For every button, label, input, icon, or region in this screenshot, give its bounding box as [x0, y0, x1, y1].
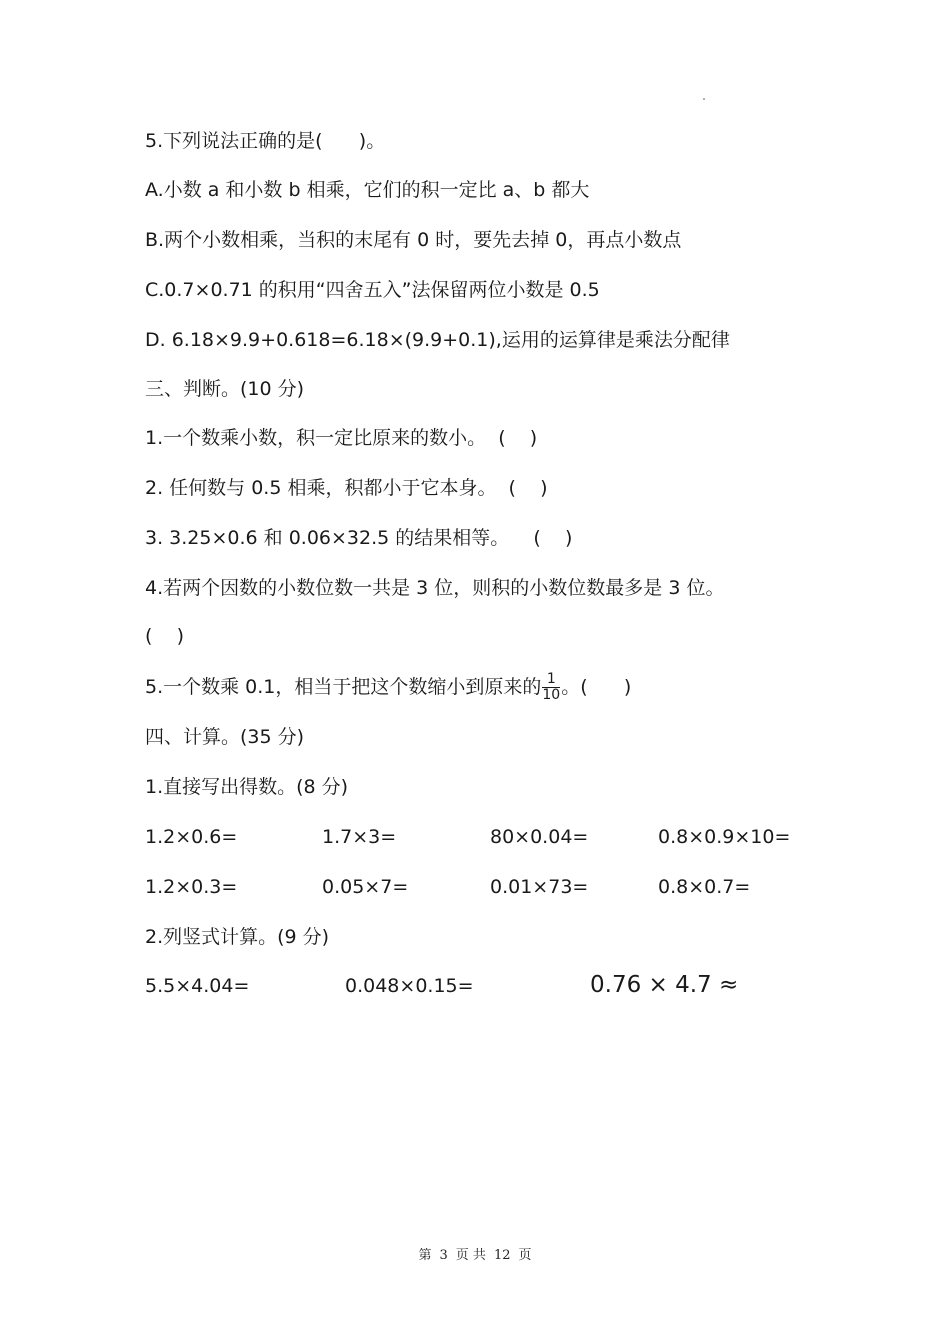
speck-dot [703, 98, 705, 100]
judge-item-5 [145, 672, 631, 703]
vertical-calc-3: 0.76 × 4.7 ≈ [590, 972, 739, 998]
calc-r1-c2: 1.7×3= [322, 826, 397, 848]
calc-r1-c1: 1.2×0.6= [145, 826, 238, 848]
footer-prefix: 第 [418, 1248, 432, 1263]
judge-item-1: 1.一个数乘小数，积一定比原来的数小。 ( ) [145, 427, 538, 449]
q5-option-b: B.两个小数相乘，当积的末尾有 0 时，要先去掉 0，再点小数点 [145, 229, 682, 251]
q5-option-c: C.0.7×0.71 的积用“四舍五入”法保留两位小数是 0.5 [145, 279, 600, 301]
calc-r1-c3: 80×0.04= [490, 826, 589, 848]
footer-total-pages: 12 [493, 1248, 511, 1263]
calc-sub2-title: 2.列竖式计算。(9 分) [145, 926, 330, 948]
section4-title: 四、计算。(35 分) [145, 726, 305, 748]
q5-stem: 5.下列说法正确的是( )。 [145, 130, 386, 152]
judge-item-4: 4.若两个因数的小数位数一共是 3 位，则积的小数位数最多是 3 位。 [145, 577, 725, 599]
calc-r2-c4: 0.8×0.7= [658, 876, 751, 898]
judge-item-4-blank: ( ) [145, 625, 184, 647]
calc-r2-c1: 1.2×0.3= [145, 876, 238, 898]
footer-middle: 页 共 [455, 1248, 486, 1263]
page-footer [0, 1244, 950, 1263]
calc-r2-c2: 0.05×7= [322, 876, 409, 898]
judge-item-5-blank: 。( ) [561, 676, 632, 698]
q5-option-a: A.小数 a 和小数 b 相乘，它们的积一定比 a、b 都大 [145, 179, 590, 201]
calc-r2-c3: 0.01×73= [490, 876, 589, 898]
fraction-denominator: 10 [542, 687, 561, 703]
vertical-calc-1: 5.5×4.04= [145, 975, 250, 997]
fraction-one-tenth [542, 672, 560, 703]
judge-item-3: 3. 3.25×0.6 和 0.06×32.5 的结果相等。 ( ) [145, 527, 573, 549]
judge-item-2: 2. 任何数与 0.5 相乘，积都小于它本身。 ( ) [145, 477, 548, 499]
vertical-calc-2: 0.048×0.15= [345, 975, 474, 997]
footer-suffix: 页 [518, 1248, 532, 1263]
section3-title: 三、判断。(10 分) [145, 378, 305, 400]
q5-option-d: D. 6.18×9.9+0.618=6.18×(9.9+0.1),运用的运算律是乘法分配律 [145, 329, 730, 351]
calc-r1-c4: 0.8×0.9×10= [658, 826, 791, 848]
judge-item-5-text: 5.一个数乘 0.1，相当于把这个数缩小到原来的 [145, 676, 542, 698]
calc-sub1-title: 1.直接写出得数。(8 分) [145, 776, 349, 798]
footer-page-number: 3 [439, 1248, 448, 1263]
fraction-numerator: 1 [542, 672, 560, 688]
